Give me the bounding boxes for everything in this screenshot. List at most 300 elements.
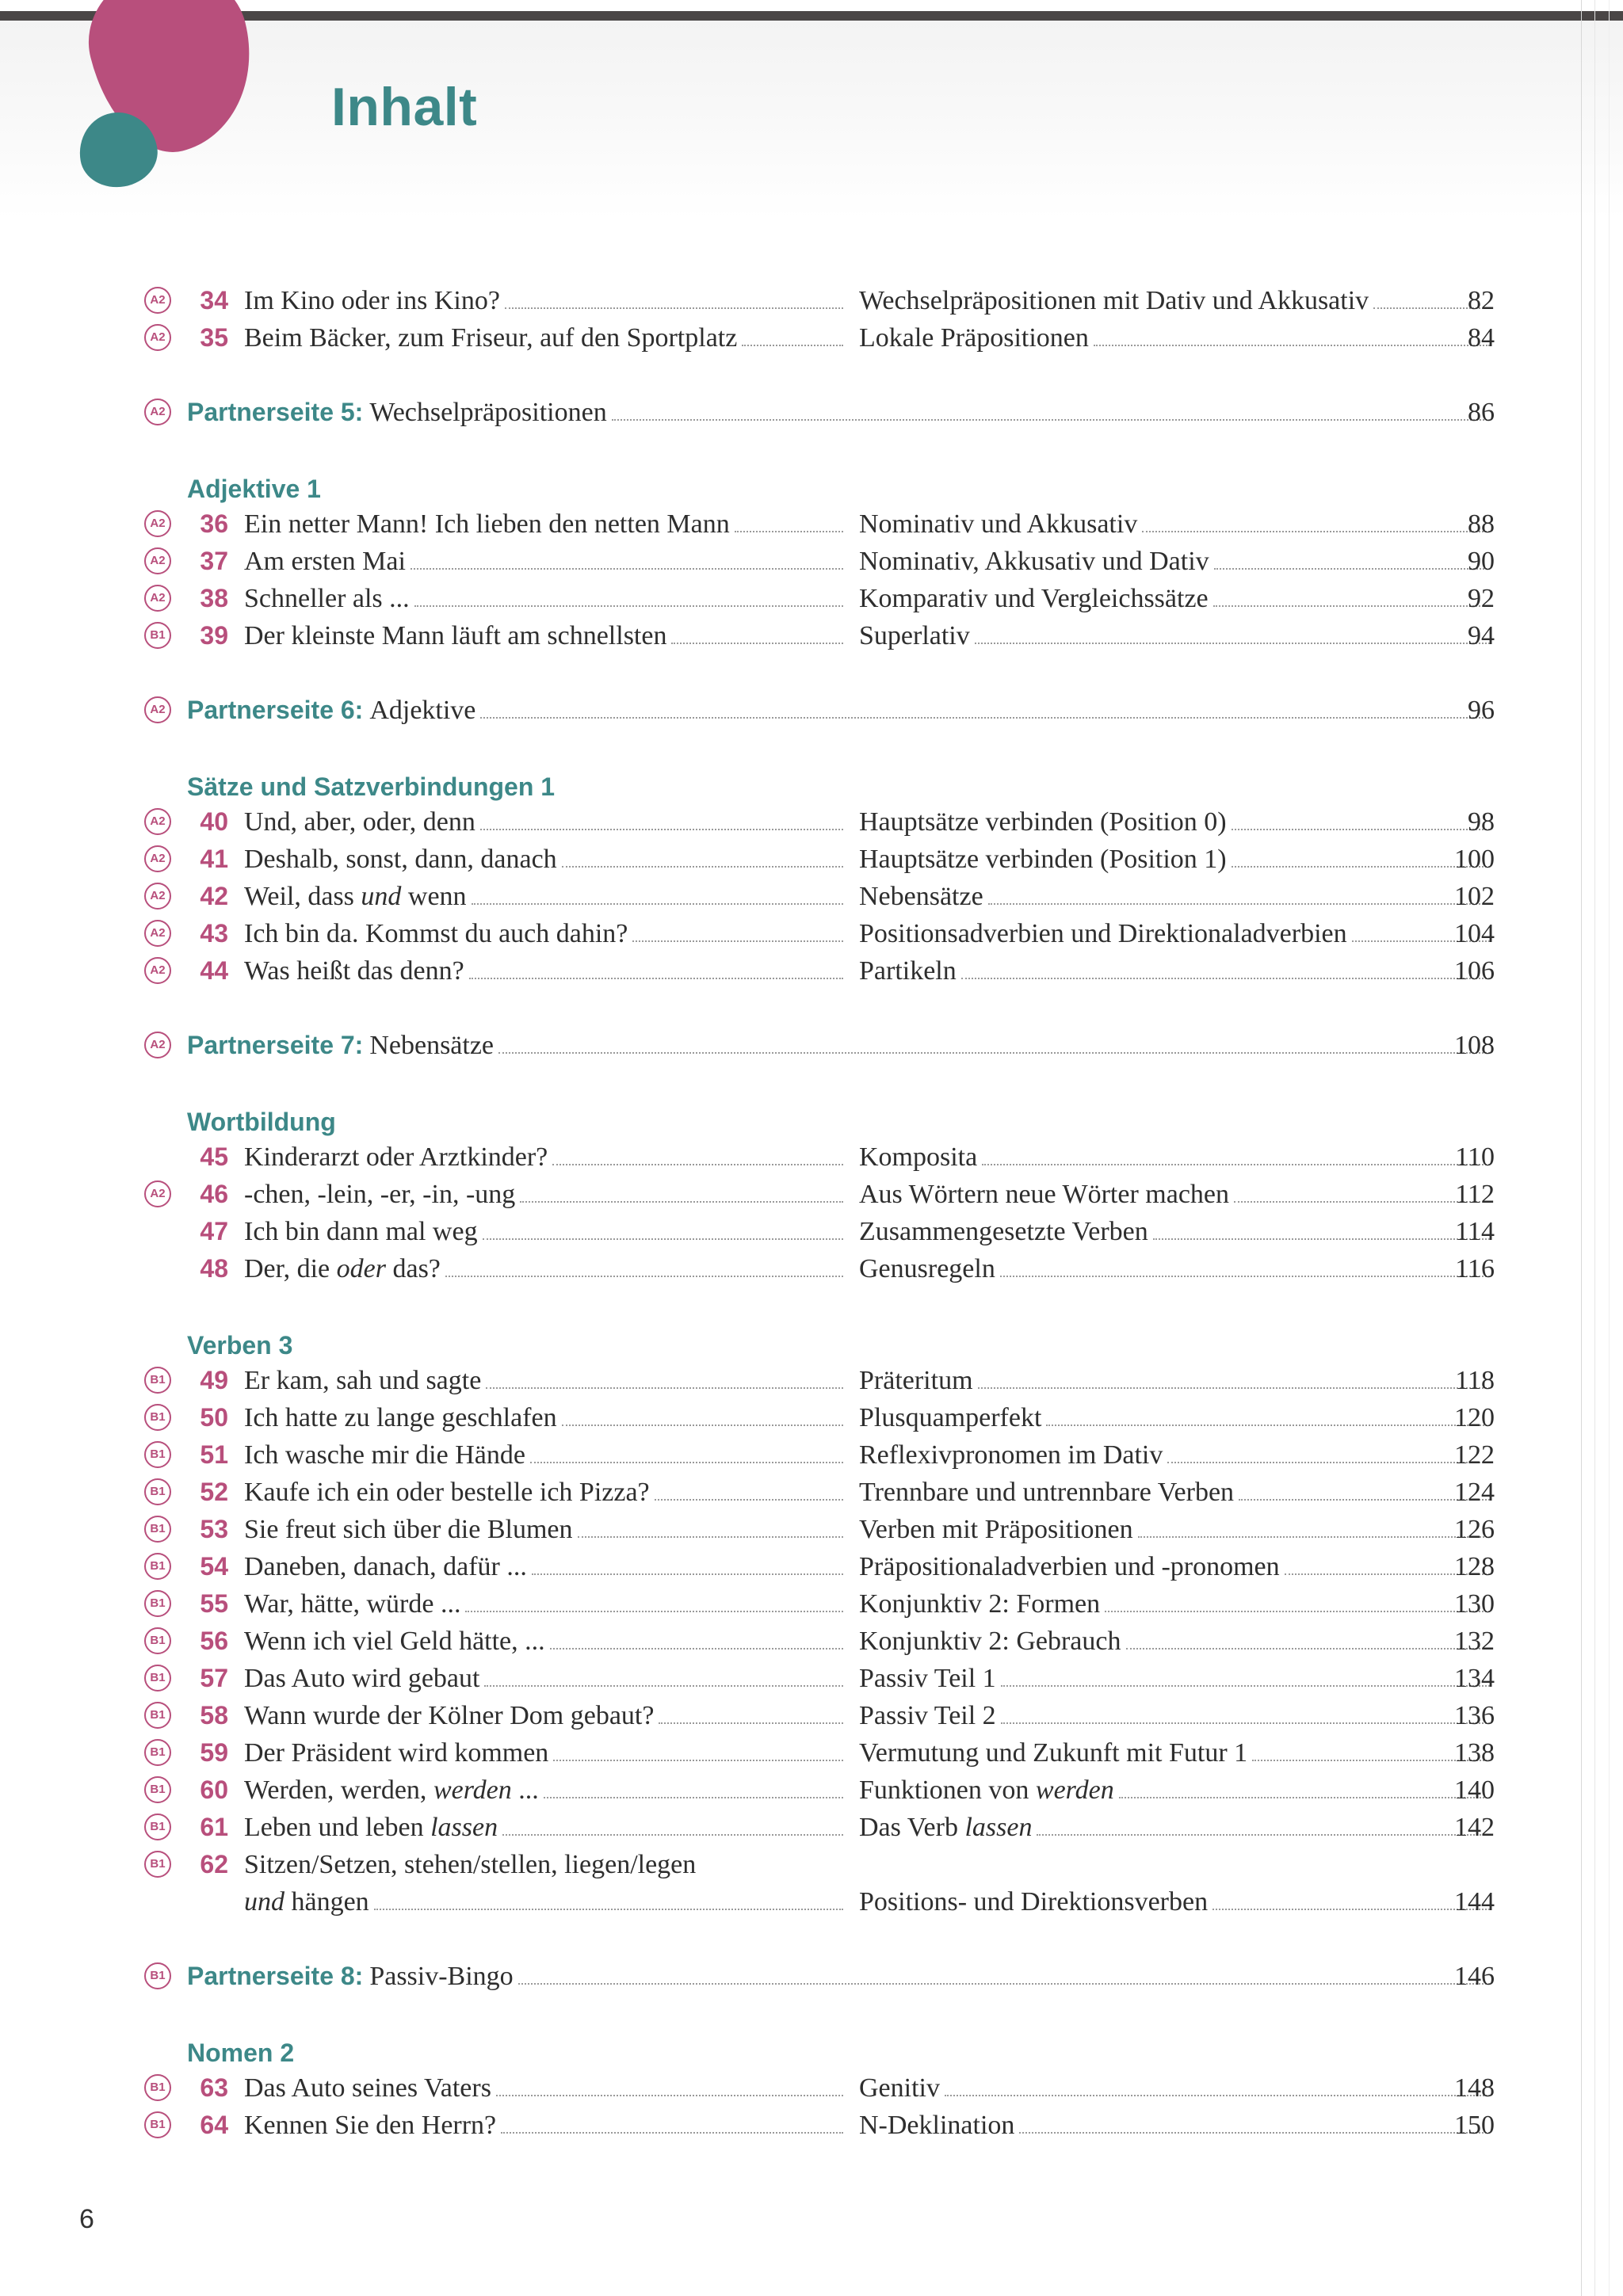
dot-leader (1001, 1685, 1490, 1687)
lesson-number: 44 (200, 956, 228, 985)
page-ref-text: 92 (1468, 584, 1495, 613)
partner-label: Partnerseite 6: (187, 696, 364, 724)
page-ref-text: 94 (1468, 621, 1495, 650)
lesson-title-text: Ich wasche mir die Hände (244, 1440, 525, 1470)
level-badge: A2 (144, 324, 171, 351)
partner-page-entry (187, 398, 1495, 429)
page-ref-text: 86 (1468, 398, 1495, 427)
lesson-topic-text: Aus Wörtern neue Wörter machen (859, 1180, 1230, 1209)
dot-leader (552, 1164, 843, 1165)
lesson-number: 34 (200, 286, 228, 315)
lesson-topic (859, 584, 1495, 616)
lesson-topic-text: Nominativ, Akkusativ und Dativ (859, 547, 1209, 576)
page-ref-text: 150 (1454, 2111, 1495, 2140)
lesson-title (244, 2111, 848, 2142)
lesson-title-text: Der Präsident wird kommen (244, 1738, 549, 1768)
lesson-topic (859, 1515, 1495, 1547)
lesson-topic (859, 1254, 1495, 1286)
lesson-topic-text: Trennbare und untrennbare Verben (859, 1478, 1235, 1507)
lesson-topic-text: Das Verb lassen (859, 1813, 1033, 1842)
spacer (0, 357, 1623, 394)
toc-row (0, 617, 1623, 654)
lesson-title (244, 1142, 848, 1174)
page-ref-text: 102 (1454, 882, 1495, 911)
lesson-topic (859, 1217, 1495, 1249)
lesson-title (244, 1366, 848, 1398)
dot-leader (655, 1499, 843, 1501)
dot-leader (978, 1387, 1490, 1389)
lesson-topic (859, 1887, 1495, 1919)
lesson-title (244, 1254, 848, 1286)
level-badge: B1 (144, 1851, 171, 1878)
lesson-topic (859, 1701, 1495, 1733)
dot-leader (486, 1387, 843, 1389)
lesson-title (244, 547, 848, 578)
dot-leader (659, 1722, 843, 1724)
dot-leader (374, 1909, 843, 1910)
lesson-topic-text: Komposita (859, 1142, 978, 1172)
section-heading: Sätze und Satzverbindungen 1 (187, 772, 556, 801)
toc-row (0, 1697, 1623, 1734)
section-heading: Wortbildung (187, 1108, 336, 1136)
partner-page-entry (187, 1031, 1495, 1062)
page-ref-text: 98 (1468, 807, 1495, 837)
dot-leader (520, 1201, 843, 1203)
page-ref-text: 84 (1468, 323, 1495, 353)
lesson-number: 62 (200, 1850, 228, 1878)
lesson-number: 37 (200, 547, 228, 575)
toc-row (0, 394, 1623, 431)
lesson-topic-text: Genusregeln (859, 1254, 995, 1283)
level-badge: A2 (144, 845, 171, 872)
lesson-topic (859, 845, 1495, 876)
page-ref-text: 88 (1468, 509, 1495, 539)
page-ref-text: 118 (1455, 1366, 1495, 1395)
lesson-title (244, 1738, 848, 1770)
lesson-topic-text: Passiv Teil 2 (859, 1701, 996, 1730)
spacer (0, 654, 1623, 692)
level-badge: B1 (144, 1478, 171, 1505)
lesson-title-text: und hängen (244, 1887, 369, 1917)
lesson-title-text: Kaufe ich ein oder bestelle ich Pizza? (244, 1478, 650, 1507)
dot-leader (961, 978, 1490, 979)
partner-label: Partnerseite 5: (187, 398, 364, 426)
lesson-number: 50 (200, 1403, 228, 1432)
lesson-title (244, 509, 848, 541)
dot-leader (544, 1797, 843, 1798)
spacer (0, 431, 1623, 468)
toc-row (0, 915, 1623, 952)
lesson-topic-text: Reflexivpronomen im Dativ (859, 1440, 1163, 1470)
lesson-topic (859, 1552, 1495, 1584)
lesson-title-text: Sie freut sich über die Blumen (244, 1515, 573, 1544)
page-ref-text: 116 (1455, 1254, 1495, 1283)
lesson-title-text: Im Kino oder ins Kino? (244, 286, 500, 315)
dot-leader (532, 1573, 843, 1575)
toc-row (0, 692, 1623, 729)
page-ref-text: 104 (1454, 919, 1495, 948)
lesson-topic (859, 807, 1495, 839)
lesson-number: 55 (200, 1589, 228, 1618)
lesson-topic-text: Positions- und Direktionsverben (859, 1887, 1209, 1917)
lesson-topic-text: Komparativ und Vergleichssätze (859, 584, 1209, 613)
page-ref-text: 146 (1454, 1962, 1495, 1991)
dot-leader (742, 345, 843, 346)
dot-leader (472, 903, 843, 905)
lesson-topic-text: Nominativ und Akkusativ (859, 509, 1138, 539)
lesson-topic (859, 1738, 1495, 1770)
lesson-number: 39 (200, 621, 228, 650)
toc-row (0, 1213, 1623, 1250)
level-badge: B1 (144, 1962, 171, 1989)
page-ref-text: 126 (1454, 1515, 1495, 1544)
toc-row (0, 543, 1623, 580)
lesson-title (244, 956, 848, 988)
lesson-number: 35 (200, 323, 228, 352)
toc-row (0, 1138, 1623, 1176)
lesson-title-text: Am ersten Mai (244, 547, 406, 576)
lesson-title-text: Kennen Sie den Herrn? (244, 2111, 497, 2140)
lesson-number: 46 (200, 1180, 228, 1208)
toc-row (0, 1436, 1623, 1474)
lesson-topic-text: Präteritum (859, 1366, 973, 1395)
lesson-topic-text: N-Deklination (859, 2111, 1015, 2140)
lesson-title-text: Schneller als ... (244, 584, 410, 613)
level-badge: A2 (144, 957, 171, 984)
lesson-topic-text: Wechselpräpositionen mit Dativ und Akkusativ (859, 286, 1369, 315)
level-badge: A2 (144, 1032, 171, 1058)
dot-leader (735, 531, 843, 532)
page-number: 6 (79, 2204, 94, 2234)
section-heading-row (0, 1325, 1623, 1362)
page-ref-text: 140 (1454, 1775, 1495, 1805)
lesson-number: 51 (200, 1440, 228, 1469)
dot-leader (505, 307, 843, 309)
lesson-number: 42 (200, 882, 228, 910)
lesson-number: 38 (200, 584, 228, 612)
level-badge: A2 (144, 547, 171, 574)
page-ref-text: 90 (1468, 547, 1495, 576)
dot-leader (411, 568, 843, 570)
lesson-topic-text: Konjunktiv 2: Formen (859, 1589, 1101, 1619)
level-badge: A2 (144, 808, 171, 835)
lesson-number: 63 (200, 2073, 228, 2102)
dot-leader (578, 1536, 843, 1538)
lesson-topic (859, 1142, 1495, 1174)
lesson-title-text: Das Auto seines Vaters (244, 2073, 491, 2103)
lesson-topic-text: Genitiv (859, 2073, 940, 2103)
spacer (0, 1995, 1623, 2032)
toc-row (0, 1250, 1623, 1287)
level-badge: B1 (144, 1441, 171, 1468)
lesson-title (244, 919, 848, 951)
toc-row (0, 319, 1623, 357)
toc-row (0, 1734, 1623, 1772)
page-ref-text: 110 (1455, 1142, 1495, 1172)
toc-row (0, 1548, 1623, 1585)
lesson-topic (859, 1180, 1495, 1211)
lesson-title-text: Ich bin da. Kommst du auch dahin? (244, 919, 628, 948)
lesson-title-text: Daneben, danach, dafür ... (244, 1552, 527, 1581)
lesson-topic (859, 1813, 1495, 1844)
lesson-topic (859, 286, 1495, 318)
toc-row (0, 803, 1623, 841)
toc-row (0, 1846, 1623, 1883)
page-ref-text: 130 (1454, 1589, 1495, 1619)
lesson-topic-text: Zusammengesetzte Verben (859, 1217, 1148, 1246)
lesson-topic (859, 919, 1495, 951)
lesson-title-text: Der kleinste Mann läuft am schnellsten (244, 621, 667, 650)
toc-row (0, 1399, 1623, 1436)
lesson-title (244, 1217, 848, 1249)
page-ref-text: 122 (1454, 1440, 1495, 1470)
toc-row (0, 1958, 1623, 1995)
table-of-contents (0, 282, 1623, 2144)
spacer (0, 1287, 1623, 1325)
lesson-title-text: Ich bin dann mal weg (244, 1217, 478, 1246)
page-ref-text: 82 (1468, 286, 1495, 315)
dot-leader (553, 1760, 843, 1761)
lesson-title (244, 2073, 848, 2105)
level-badge: A2 (144, 883, 171, 910)
dot-leader (562, 1425, 843, 1426)
lesson-number: 54 (200, 1552, 228, 1581)
level-badge: B1 (144, 1814, 171, 1840)
toc-row (0, 282, 1623, 319)
page-ref-text: 132 (1454, 1627, 1495, 1656)
dot-leader (502, 1834, 843, 1836)
lesson-topic-text: Positionsadverbien und Direktionaladverbien (859, 919, 1347, 948)
lesson-title-text: Beim Bäcker, zum Friseur, auf den Sportplatz (244, 323, 738, 353)
lesson-topic (859, 956, 1495, 988)
lesson-topic (859, 1775, 1495, 1807)
lesson-title (244, 1664, 848, 1695)
page-ref-text: 144 (1454, 1887, 1495, 1917)
page-ref-text: 96 (1468, 696, 1495, 725)
dot-leader (465, 1611, 843, 1612)
toc-row (0, 2069, 1623, 2107)
lesson-topic (859, 1478, 1495, 1509)
lesson-title (244, 286, 848, 318)
level-badge: B1 (144, 1590, 171, 1617)
partner-label: Partnerseite 8: (187, 1962, 364, 1990)
lesson-topic (859, 1440, 1495, 1472)
page-ref-text: 142 (1454, 1813, 1495, 1842)
page-title: Inhalt (331, 77, 478, 137)
lesson-title (244, 1515, 848, 1547)
lesson-title-text: Weil, dass und wenn (244, 882, 467, 911)
lesson-title (244, 1701, 848, 1733)
lesson-title-text: War, hätte, würde ... (244, 1589, 461, 1619)
lesson-topic (859, 2111, 1495, 2142)
lesson-title-text: Der, die oder das? (244, 1254, 441, 1283)
page-ref-text: 106 (1454, 956, 1495, 986)
partner-title: Adjektive (369, 696, 476, 725)
level-badge: A2 (144, 585, 171, 612)
toc-row (0, 841, 1623, 878)
lesson-topic-text: Präpositionaladverbien und -pronomen (859, 1552, 1280, 1581)
lesson-topic-text: Vermutung und Zukunft mit Futur 1 (859, 1738, 1248, 1768)
toc-row (0, 878, 1623, 915)
partner-title: Wechselpräpositionen (369, 398, 607, 427)
toc-row (0, 1027, 1623, 1064)
lesson-title (244, 584, 848, 616)
lesson-topic-text: Superlativ (859, 621, 970, 650)
lesson-title (244, 323, 848, 355)
lesson-title-text: Ich hatte zu lange geschlafen (244, 1403, 557, 1432)
level-badge: B1 (144, 1553, 171, 1580)
dot-leader (612, 419, 1490, 421)
level-badge: A2 (144, 399, 171, 425)
dot-leader (975, 643, 1490, 644)
lesson-number: 64 (200, 2111, 228, 2139)
lesson-topic-text: Lokale Präpositionen (859, 323, 1089, 353)
dot-leader (530, 1462, 843, 1463)
lesson-title-text: Und, aber, oder, denn (244, 807, 475, 837)
lesson-number: 53 (200, 1515, 228, 1543)
page-ref-text: 100 (1454, 845, 1495, 874)
level-badge: B1 (144, 1739, 171, 1766)
level-badge: B1 (144, 1627, 171, 1654)
lesson-title-text: Das Auto wird gebaut (244, 1664, 480, 1693)
lesson-number: 58 (200, 1701, 228, 1730)
dot-leader (518, 1983, 1490, 1985)
dot-leader (1000, 1276, 1490, 1277)
lesson-title-text: -chen, -lein, -er, -in, -ung (244, 1180, 516, 1209)
toc-row (0, 1660, 1623, 1697)
lesson-title-text: Was heißt das denn? (244, 956, 464, 986)
lesson-topic (859, 323, 1495, 355)
level-badge: B1 (144, 1516, 171, 1543)
level-badge: B1 (144, 2111, 171, 2138)
lesson-number: 48 (200, 1254, 228, 1283)
page-ref-text: 138 (1454, 1738, 1495, 1768)
dot-leader (988, 903, 1490, 905)
lesson-title (244, 1589, 848, 1621)
lesson-number: 56 (200, 1627, 228, 1655)
lesson-title (244, 1403, 848, 1435)
dot-leader (498, 1052, 1490, 1054)
toc-row (0, 1176, 1623, 1213)
toc-row (0, 1623, 1623, 1660)
section-heading: Verben 3 (187, 1331, 293, 1360)
lesson-title-text: Ein netter Mann! Ich lieben den netten Mann (244, 509, 730, 539)
lesson-title (244, 1552, 848, 1584)
partner-title: Nebensätze (369, 1031, 495, 1060)
lesson-number: 36 (200, 509, 228, 538)
dot-leader (483, 1238, 843, 1240)
dot-leader (550, 1648, 843, 1650)
dot-leader (484, 1685, 843, 1687)
lesson-title-text: Leben und leben lassen (244, 1813, 498, 1842)
lesson-title (244, 845, 848, 876)
lesson-title-text: Deshalb, sonst, dann, danach (244, 845, 557, 874)
dot-leader (480, 829, 843, 830)
section-heading-row (0, 1101, 1623, 1138)
lesson-topic-text: Nebensätze (859, 882, 983, 911)
dot-leader (945, 2095, 1490, 2096)
lesson-topic-text: Partikeln (859, 956, 957, 986)
toc-row (0, 505, 1623, 543)
level-badge: A2 (144, 510, 171, 537)
lesson-topic-text: Konjunktiv 2: Gebrauch (859, 1627, 1121, 1656)
lesson-number: 52 (200, 1478, 228, 1506)
lesson-number: 60 (200, 1775, 228, 1804)
lesson-topic-text: Passiv Teil 1 (859, 1664, 996, 1693)
lesson-title-text: Er kam, sah und sagte (244, 1366, 482, 1395)
dot-leader (562, 866, 843, 868)
lesson-title: Sitzen/Setzen, stehen/stellen, liegen/legen (244, 1850, 697, 1879)
level-badge: B1 (144, 2074, 171, 2101)
dot-leader (469, 978, 843, 979)
partner-page-entry (187, 696, 1495, 727)
page-ref-text: 114 (1455, 1217, 1495, 1246)
lesson-topic (859, 1589, 1495, 1621)
page-ref-text: 128 (1454, 1552, 1495, 1581)
dot-leader (501, 2132, 843, 2134)
lesson-title (244, 1887, 848, 1919)
lesson-number: 61 (200, 1813, 228, 1841)
lesson-topic (859, 1664, 1495, 1695)
lesson-topic (859, 1627, 1495, 1658)
partner-page-entry (187, 1962, 1495, 1993)
level-badge: B1 (144, 622, 171, 649)
lesson-number: 49 (200, 1366, 228, 1394)
toc-row (0, 2107, 1623, 2144)
section-heading-row (0, 766, 1623, 803)
lesson-number: 43 (200, 919, 228, 948)
section-heading-row (0, 468, 1623, 505)
lesson-title (244, 1180, 848, 1211)
lesson-title-text: Wann wurde der Kölner Dom gebaut? (244, 1701, 655, 1730)
toc-row (0, 1362, 1623, 1399)
dot-leader (445, 1276, 843, 1277)
dot-leader (632, 940, 843, 942)
lesson-topic-text: Verben mit Präpositionen (859, 1515, 1133, 1544)
spacer (0, 1920, 1623, 1958)
level-badge: B1 (144, 1776, 171, 1803)
dot-leader (496, 2095, 843, 2096)
dot-leader (1001, 1722, 1490, 1724)
lesson-title (244, 1440, 848, 1472)
lesson-title (244, 1478, 848, 1509)
page-ref-text: 108 (1454, 1031, 1495, 1060)
page-ref-text: 120 (1454, 1403, 1495, 1432)
lesson-title (244, 1775, 848, 1807)
level-badge: B1 (144, 1665, 171, 1691)
section-heading: Adjektive 1 (187, 475, 321, 503)
lesson-topic-text: Hauptsätze verbinden (Position 0) (859, 807, 1227, 837)
lesson-number: 57 (200, 1664, 228, 1692)
lesson-number: 47 (200, 1217, 228, 1245)
toc-row (0, 1511, 1623, 1548)
lesson-topic-text: Hauptsätze verbinden (Position 1) (859, 845, 1227, 874)
lesson-number: 59 (200, 1738, 228, 1767)
lesson-topic-text: Funktionen von werden (859, 1775, 1114, 1805)
toc-row (0, 1474, 1623, 1511)
lesson-title (244, 1813, 848, 1844)
section-heading: Nomen 2 (187, 2039, 295, 2067)
lesson-title (244, 621, 848, 653)
dot-leader (982, 1164, 1490, 1165)
lesson-topic (859, 547, 1495, 578)
partner-label: Partnerseite 7: (187, 1031, 364, 1059)
toc-row (0, 580, 1623, 617)
page-ref-text: 136 (1454, 1701, 1495, 1730)
toc-row (0, 1809, 1623, 1846)
lesson-title-text: Kinderarzt oder Arztkinder? (244, 1142, 548, 1172)
page-ref-text: 148 (1454, 2073, 1495, 2103)
